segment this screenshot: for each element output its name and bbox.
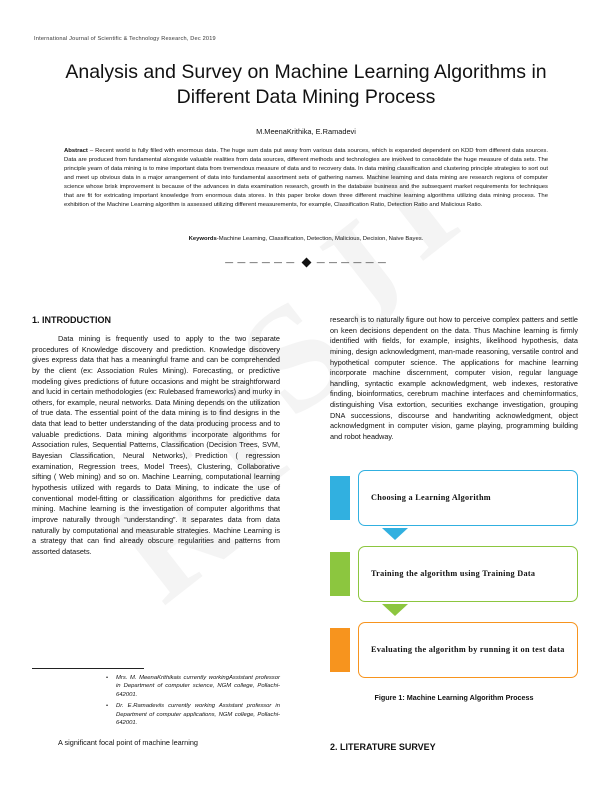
footnote-block	[32, 668, 280, 730]
figure-step-bar	[330, 552, 350, 596]
introduction-paragraph: Data mining is frequently used to apply to the two separate procedures of Knowledge discovery and prediction. Knowledge discovery gives express data that has a meaningful frame and can be comprehended by the client (ex: Association Rules Mining). Forecasting, or predictive modeling gives predictions of future occasions and might be straightforward and lucid in certain methodologies (ex: Rulebased frameworks) and murky in others, for example, neural networks. Data Mining depends on the utilization of true data. The essential point of the data mining is to find designs in the data that lead to better understanding of the data producing process and to valuable predictions. Data mining algorithms incorporate algorithms for Association rules, Sequential Patterns, Classification (Decision Trees, SVM, Bayesian Classification, Neural Networks), Prediction ( regression examination, Regression trees, Model Trees), Clustering, Collaborative sifting ( Web mining) and so on. Machine Learning, computational learning hypothesis utilized with regards to Data Mining, to indicate the use of conventional model-fitting or classification algorithms for predictive data mining. Machine learning is the investigation of computer algorithms that improve naturally through “understanding”. It separates data from data naturally by computational and measurable strategies. Machine Learning is a strategy that can find already obscure regularities and patterns from assorted datasets.	[32, 334, 280, 556]
keywords-block	[64, 236, 548, 242]
abstract-block	[64, 147, 548, 210]
keywords-label: Keywords	[188, 236, 217, 242]
figure-step-box	[358, 622, 578, 678]
bullet-icon: •	[106, 675, 109, 681]
diamond-icon	[301, 258, 311, 268]
figure-step-box	[358, 470, 578, 526]
abstract-text: Recent world is fully filled with enormous data. The huge sum data put away from various data sources, which is expanded dependent on KDD from different data sources. Data are produced from fundamental alongside valuable realities from data sources, different methods and technologies are involved to consolidate the huge measure of data sets. The principle yearn of data mining is to mine important data from tremendous measure of data and to recovery data. In data mining classification and clustering principle strategies to sort out and meet up obvious data in a major arrangement of data into fundamental assortment sets of gathering names. Machine learning and data mining are research regions of computer science whose brisk improvement is because of the advances in data examination research, growth in the database business and the subsequent market requirements for techniques that are fit for extricating important knowledge from enormous data stores. In this paper broke down three different machine learning algorithms utilizing data mining process. The exhibition of the Machine Learning algorithm is assessed utilizing different measurements, for example, Classification Ratio, Detection Ratio and Malicious Ratio.	[64, 148, 548, 208]
right-column	[330, 315, 578, 443]
figure-step	[330, 546, 578, 602]
figure-step-bar	[330, 628, 350, 672]
section-divider: — — — — — — — — — — — —	[225, 258, 387, 267]
figure-arrow-down-icon	[382, 528, 408, 540]
figure-step	[330, 622, 578, 678]
bullet-icon: •	[106, 703, 109, 710]
figure-step-label: Evaluating the algorithm by running it on test data	[371, 645, 565, 655]
authors: M.MeenaKrithika, E.Ramadevi	[256, 127, 356, 136]
figure-step-box	[358, 546, 578, 602]
abstract-dash: –	[87, 148, 96, 154]
footnote-rule	[32, 668, 144, 669]
right-column-paragraph: research is to naturally figure out how to perceive complex patters and settle on keen decisions dependent on the data. Thus Machine learning is firmly identified with fields, for example, insights, likelihood hypothesis, data mining, design acknowledgment, man-made reasoning, versatile control and hypothetical computer science. The applications for machine learning incorporate machine discernment, computer vision, regular language handling, syntactic example acknowledgment, web indexes, restorative finding, bioinformatics, cerebrum machine interfaces and cheminformatics, distinguishing Visa extortion, securities exchange investigation, grouping DNA successions, discourse and handwriting acknowledgment, object acknowledgment in computer vision, game playing, programming building and robot headway.	[330, 315, 578, 442]
figure-step-label: Training the algorithm using Training Data	[371, 569, 536, 579]
keywords-dash: -	[216, 236, 219, 242]
page-title: Analysis and Survey on Machine Learning Algorithms in Different Data Mining Process	[65, 61, 547, 109]
keywords-text: Machine Learning, Classification, Detection, Malicious, Decision, Naive Bayes.	[218, 236, 424, 242]
section-heading-introduction: 1. INTRODUCTION	[32, 315, 112, 325]
figure-step	[330, 470, 578, 526]
author-bio-text: Mrs. M. MeenaKrithikais currently workingAssistant professor in Department of computer science, NGM college, Pollachi-642001.	[116, 675, 280, 698]
author-bio	[32, 702, 280, 727]
author-bio-text: Dr. E.Ramadeviis currently working Assistant professor in Department of computer applications, NGM college, Pollachi-642001.	[116, 703, 280, 726]
figure-caption: Figure 1: Machine Learning Algorithm Process	[374, 693, 534, 702]
figure-machine-learning-process	[330, 470, 578, 710]
author-bio	[32, 674, 280, 699]
journal-header: International Journal of Scientific & Technology Research, Dec 2019	[34, 36, 216, 42]
abstract-label: Abstract	[64, 148, 88, 154]
figure-step-bar	[330, 476, 350, 520]
section-heading-literature-survey: 2. LITERATURE SURVEY	[330, 742, 436, 752]
figure-arrow-down-icon	[382, 604, 408, 616]
introduction-continuation: A significant focal point of machine learning	[58, 738, 198, 747]
left-column	[32, 315, 280, 557]
figure-step-label: Choosing a Learning Algorithm	[371, 493, 491, 503]
